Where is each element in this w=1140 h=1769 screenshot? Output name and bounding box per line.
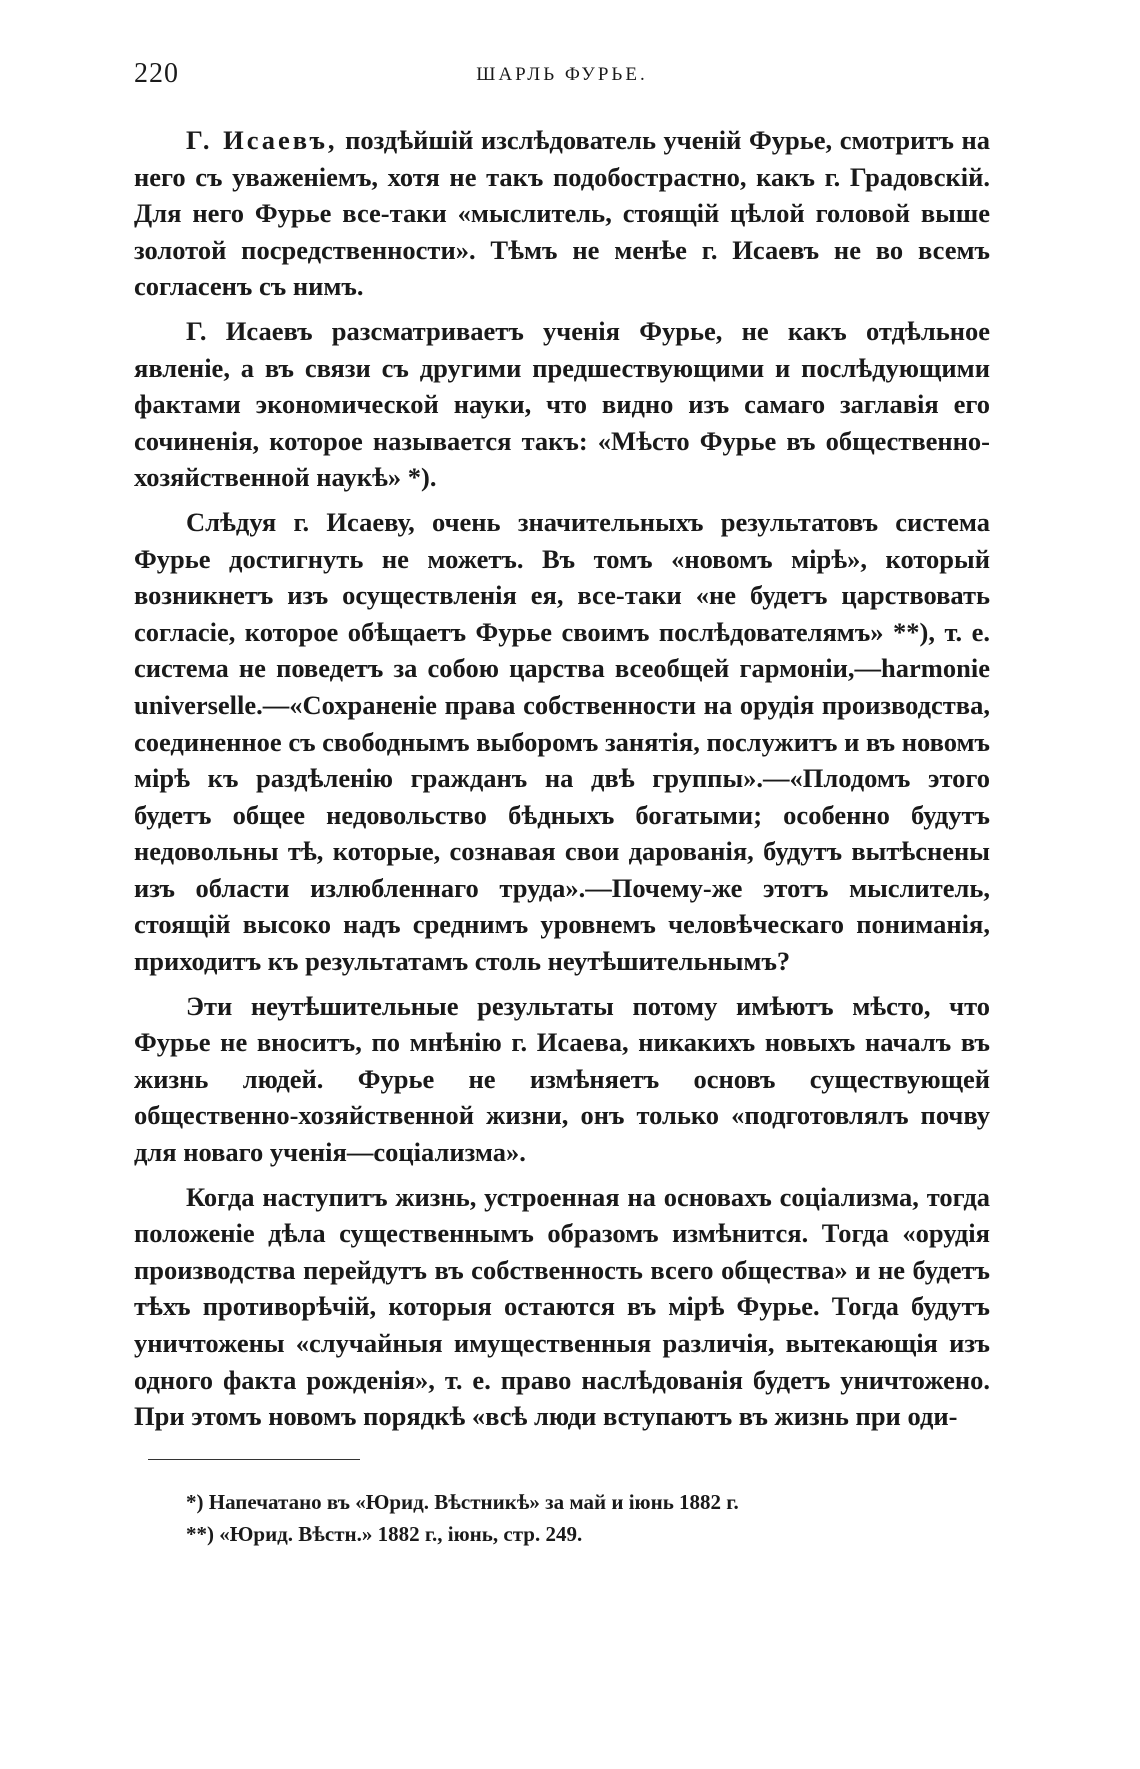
paragraph-4 bbox=[134, 988, 990, 1171]
paragraph-lead: Г. Исаевъ, bbox=[186, 125, 338, 155]
paragraph-3 bbox=[134, 504, 990, 980]
running-head bbox=[134, 58, 990, 98]
paragraph-text: поздѣйшій изслѣдователь ученій Фурье, смотритъ на него съ уваженіемъ, хотя не такъ подобострастно, какъ г. Градовскій. Для него Фурье все-таки «мыслитель, стоящій цѣлой головой выше золотой посредственности». Тѣмъ не менѣе г. Исаевъ не во всемъ согласенъ съ нимъ. bbox=[134, 125, 991, 302]
paragraph-text: Когда наступитъ жизнь, устроенная на основахъ соціализма, тогда положеніе дѣла существеннымъ образомъ измѣнится. Тогда «орудія производства перейдутъ въ собственность всего общества» и не будетъ тѣхъ противорѣчій, которыя остаются въ мірѣ Фурье. Тогда будутъ уничтожены «случайныя имущественныя различія, вытекающія изъ одного факта рожденія», т. е. право наслѣдованія будетъ уничтожено. При этомъ новомъ порядкѣ «всѣ люди вступаютъ въ жизнь при оди- bbox=[134, 1181, 990, 1432]
body-text bbox=[134, 122, 990, 1435]
paragraph-text: Эти неутѣшительные результаты потому имѣютъ мѣсто, что Фурье не вноситъ, по мнѣнію г. Исаева, никакихъ новыхъ началъ въ жизнь людей. Фурье не измѣняетъ основъ существующей общественно-хозяйственной жизни, онъ только «подготовлялъ почву для новаго ученія—соціализма». bbox=[134, 990, 990, 1168]
paragraph-5 bbox=[134, 1179, 990, 1435]
paragraph-2 bbox=[134, 313, 990, 496]
book-page bbox=[134, 58, 990, 1550]
footnotes bbox=[134, 1486, 990, 1550]
paragraph-1 bbox=[134, 122, 990, 305]
page-number: 220 bbox=[134, 58, 179, 89]
paragraph-text: Г. Исаевъ разсматриваетъ ученія Фурье, не какъ отдѣльное явленіе, а въ связи съ другими предшествующими и послѣдующими фактами экономической науки, что видно изъ самаго заглавія его сочиненія, которое называется такъ: «Мѣсто Фурье въ общественно-хозяйственной наукѣ» *). bbox=[134, 315, 990, 493]
footnote-1: *) Напечатано въ «Юрид. Вѣстникѣ» за май и іюнь 1882 г. bbox=[186, 1489, 739, 1514]
running-title: ШАРЛЬ ФУРЬЕ. bbox=[476, 64, 648, 85]
footnote-rule bbox=[148, 1459, 348, 1460]
footnote-2: **) «Юрид. Вѣстн.» 1882 г., іюнь, стр. 249. bbox=[186, 1521, 583, 1546]
paragraph-text: Слѣдуя г. Исаеву, очень значительныхъ результатовъ система Фурье достигнуть не можетъ. Въ томъ «новомъ мірѣ», который возникнетъ изъ осуществленія ея, все-таки «не будетъ царствовать согласіе, которое обѣщаетъ Фурье своимъ послѣдователямъ» **), т. е. система не поведетъ за собою царства всеобщей гармоніи,—harmonie universelle.—«Сохраненіе права собственности на орудія производства, соединенное съ свободнымъ выборомъ занятія, послужитъ и въ новомъ мірѣ къ раздѣленію гражданъ на двѣ группы».—«Плодомъ этого будетъ общее недовольство бѣдныхъ богатыми; особенно будутъ недовольны тѣ, которые, сознавая свои дарованія, будутъ вытѣснены изъ области излюбленнаго труда».—Почему-же этотъ мыслитель, стоящій высоко надъ среднимъ уровнемъ человѣческаго пониманія, приходитъ къ результатамъ столь неутѣшительнымъ? bbox=[134, 506, 990, 977]
